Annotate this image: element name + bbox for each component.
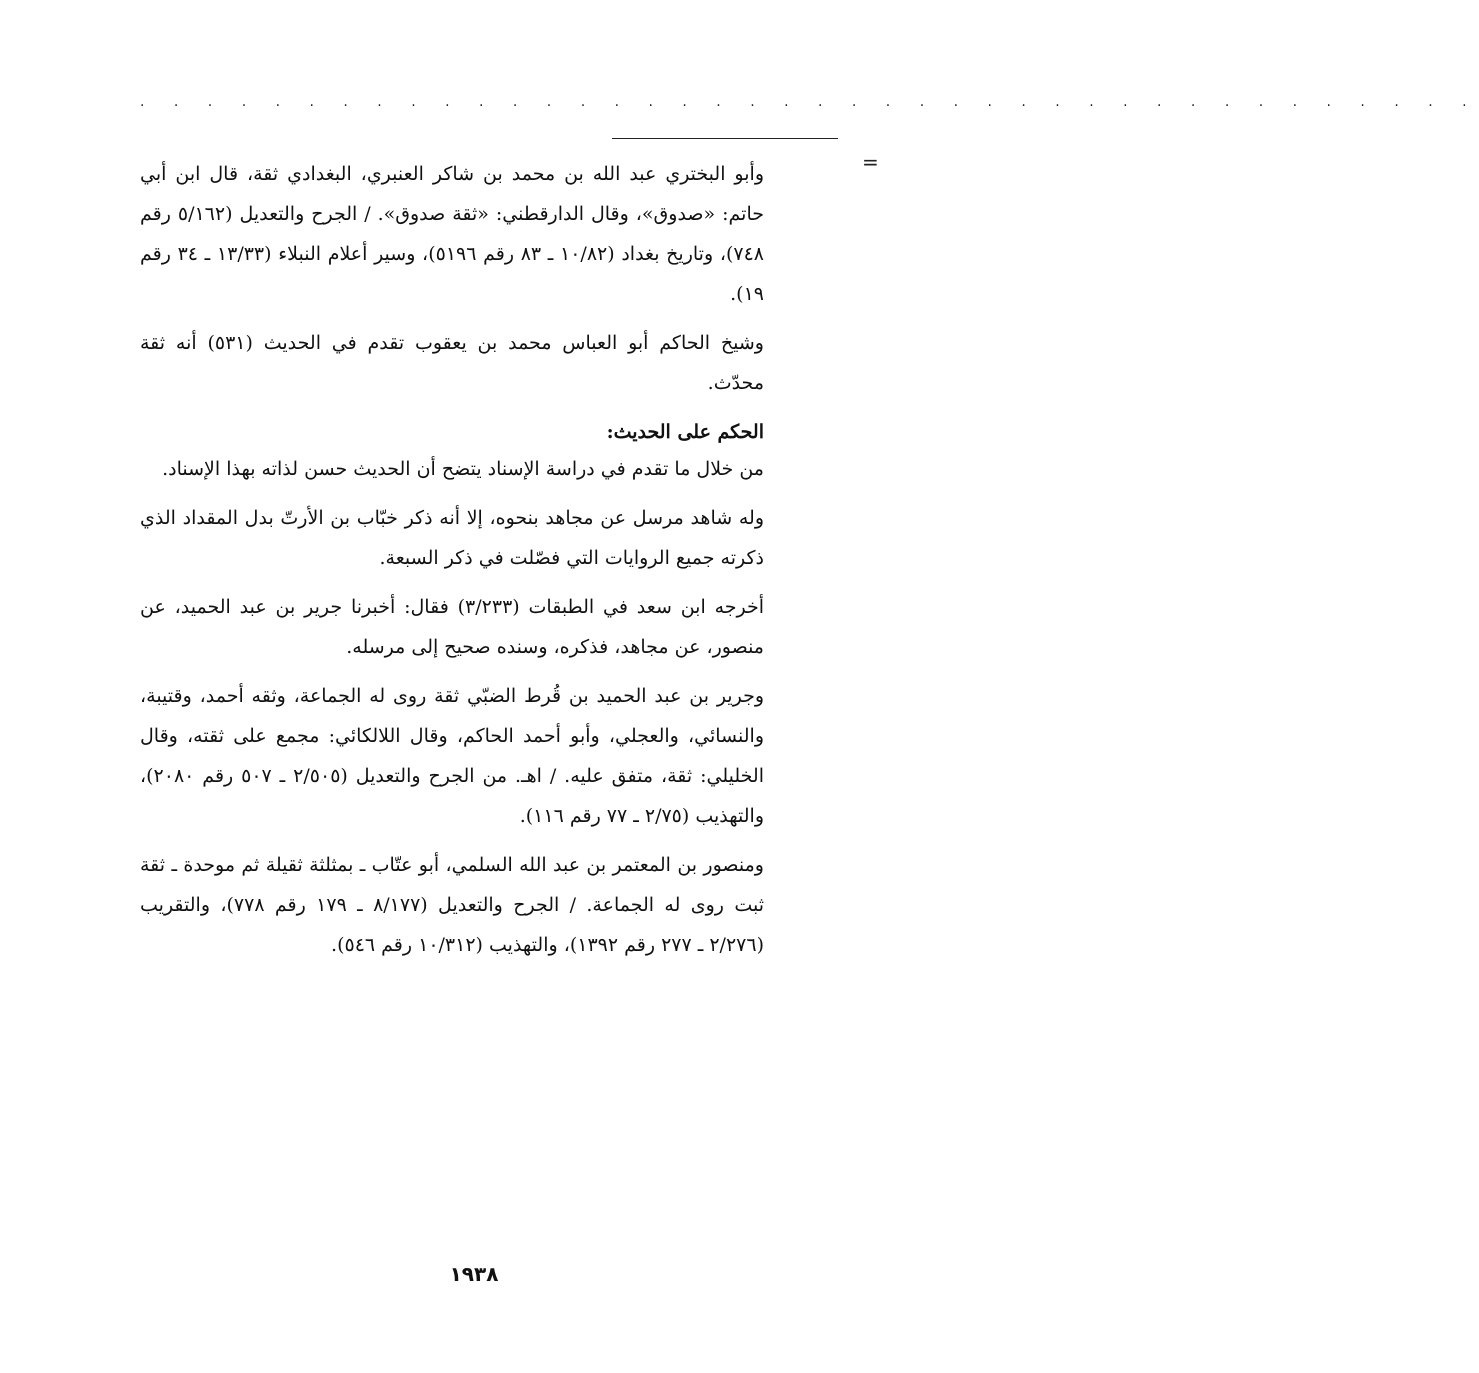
ruling-paragraph: من خلال ما تقدم في دراسة الإسناد يتضح أن الحديث حسن لذاته بهذا الإسناد. [162,458,764,480]
continuation-mark: = [862,150,879,174]
narrator-paragraph-2: وشيخ الحاكم أبو العباس محمد بن يعقوب تقدم في الحديث (٥٣١) أنه ثقة محدّث. [140,332,764,394]
section-heading: الحكم على الحديث: [606,421,764,443]
source-paragraph: أخرجه ابن سعد في الطبقات (٣/٢٣٣) فقال: أخبرنا جرير بن عبد الحميد، عن منصور، عن مجاهد، فذكره، وسنده صحيح إلى مرسله. [140,596,765,658]
footnote-rule [612,138,838,139]
witness-paragraph: وله شاهد مرسل عن مجاهد بنحوه، إلا أنه ذكر خبّاب بن الأرتّ بدل المقداد الذي ذكرته جميع الروايات التي فصّلت في ذكر السبعة. [140,507,764,569]
mansur-paragraph: ومنصور بن المعتمر بن عبد الله السلمي، أبو عتّاب ـ بمثلثة ثقيلة ثم موحدة ـ ثقة ثبت روى له الجماعة. / الجرح والتعديل (٨/١٧٧ ـ ١٧٩ رقم ٧٧٨)، والتقريب (٢/٢٧٦ ـ ٢٧٧ رقم ١٣٩٢)، والتهذيب (١٠/٣١٢ رقم ٥٤٦). [140,854,764,956]
page-number: ١٩٣٨ [449,1262,499,1286]
narrator-paragraph-1: وأبو البختري عبد الله بن محمد بن شاكر العنبري، البغدادي ثقة، قال ابن أبي حاتم: «صدوق»، وقال الدارقطني: «ثقة صدوق». / الجرح والتعديل (٥/١٦٢ رقم ٧٤٨)، وتاريخ بغداد (١٠/٨٢ ـ ٨٣ رقم ٥١٩٦)، وسير أعلام النبلاء (١٣/٣٣ ـ ٣٤ رقم ١٩). [140,163,764,305]
jarir-paragraph: وجرير بن عبد الحميد بن قُرط الضبّي ثقة روى له الجماعة، وثقه أحمد، وقتيبة، والنسائي، والعجلي، وأبو أحمد الحاكم، وقال اللالكائي: مجمع على ثقته، وقال الخليلي: ثقة، متفق عليه. / اهـ. من الجرح والتعديل (٢/٥٠٥ ـ ٥٠٧ رقم ٢٠٨٠)، والتهذيب (٢/٧٥ ـ ٧٧ رقم ١١٦). [140,685,764,827]
footnote-body [140,154,764,974]
dotted-separator: . . . . . . . . . . . . . . . . . . . . . . . . . . . . . . . . . . . . . . . . [140,94,1479,110]
